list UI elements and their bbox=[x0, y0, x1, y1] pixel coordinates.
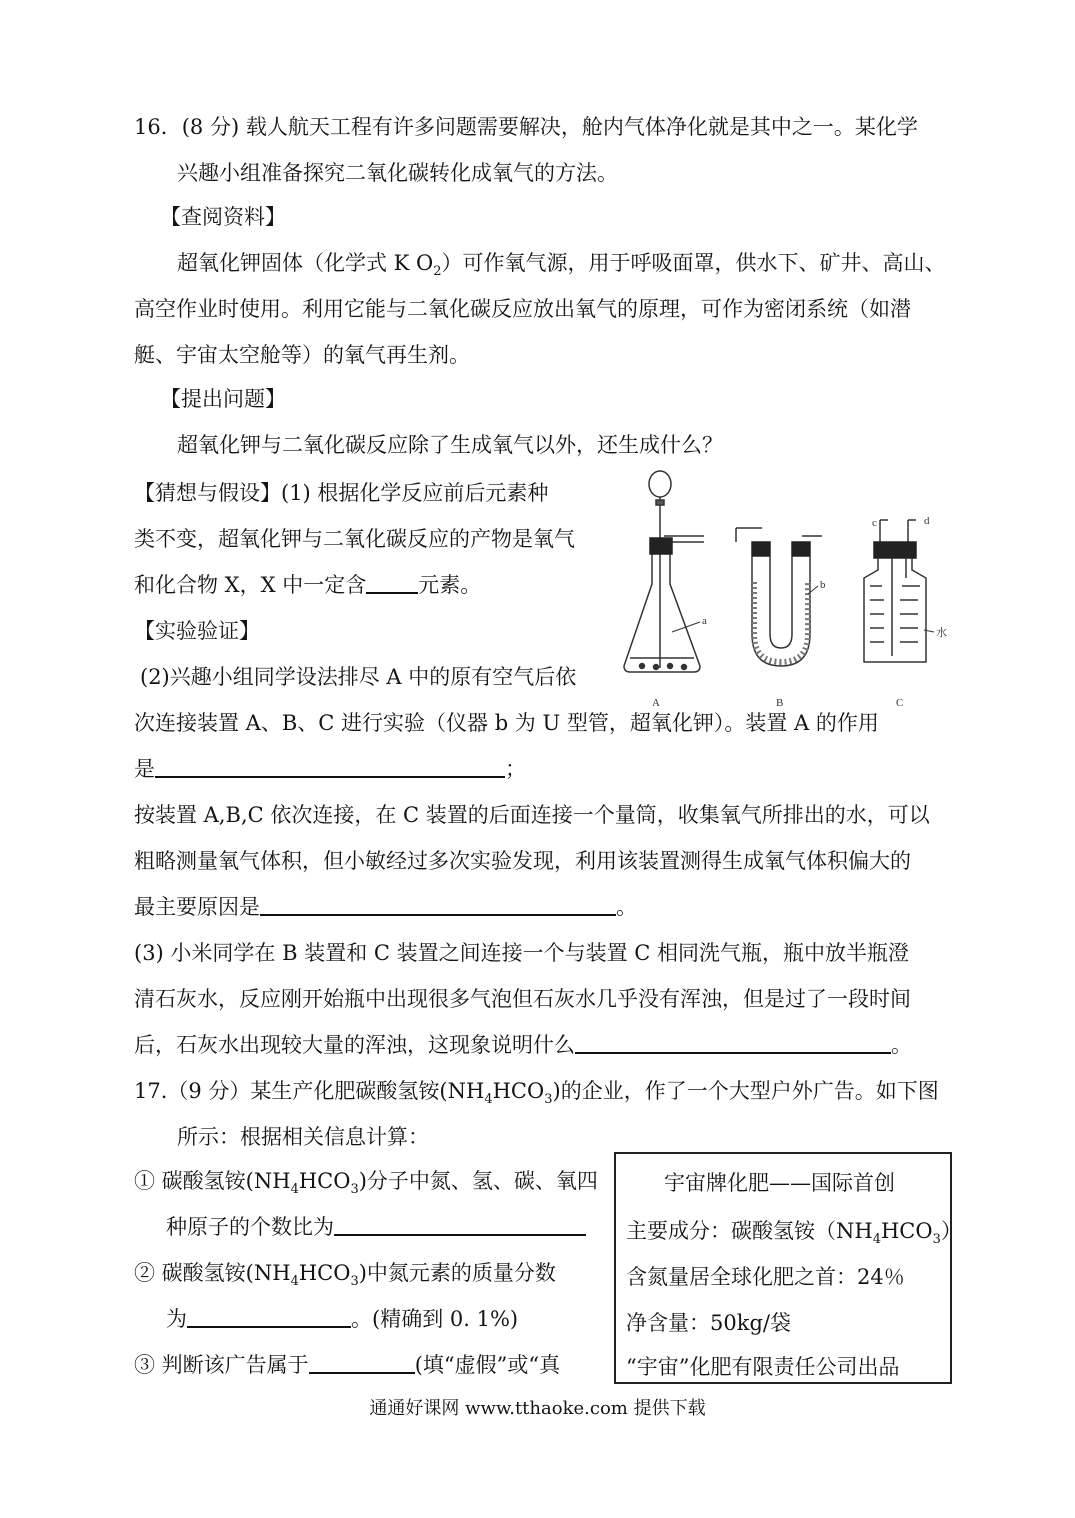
page-footer: 通通好课网 www.tthaoke.com 提供下载 bbox=[369, 1398, 706, 1419]
q17-line-2: 所示：根据相关信息计算： bbox=[177, 1125, 429, 1149]
answer-blank-reason[interactable] bbox=[260, 892, 616, 916]
hypothesis-text-a: 和化合物 X，X 中一定含 bbox=[134, 573, 367, 597]
label-C: C bbox=[896, 697, 904, 709]
label-d: d bbox=[924, 515, 930, 527]
item2-line-2 bbox=[166, 1304, 518, 1334]
q17-line-1 bbox=[134, 1076, 939, 1115]
experiment-line-5: 粗略测量氧气体积，但小敏经过多次实验发现，利用该装置测得生成氧气体积偏大的 bbox=[134, 849, 911, 873]
ad-maker: “宇宙”化肥有限责任公司出品 bbox=[626, 1355, 900, 1379]
answer-blank-purpose[interactable] bbox=[155, 754, 505, 778]
q17-text-a: 17.（9 分）某生产化肥碳酸氢铵(NH bbox=[134, 1079, 485, 1103]
item3-text-a: ③ 判断该广告属于 bbox=[134, 1353, 309, 1377]
experiment-line-2: 次连接装置 A、B、C 进行实验（仪器 b 为 U 型管，超氧化钾）。装置 A 的作用 bbox=[134, 711, 879, 735]
ad-nitrogen: 含氮量居全球化肥之首：24％ bbox=[626, 1265, 905, 1289]
item2-text-c: )中氮元素的质量分数 bbox=[358, 1261, 556, 1285]
q17-text-b: HCO bbox=[492, 1079, 545, 1103]
item2-line-1 bbox=[134, 1258, 556, 1297]
reference-text-a: 超氧化钾固体（化学式 K O bbox=[177, 251, 434, 275]
ad-comp-sub-1: 4 bbox=[872, 1232, 881, 1248]
hypothesis-line-3 bbox=[134, 570, 481, 600]
item1-line-2 bbox=[166, 1212, 586, 1242]
apparatus-b bbox=[736, 528, 822, 666]
answer-blank-element[interactable] bbox=[366, 570, 418, 594]
label-water: 水 bbox=[936, 627, 947, 639]
item2-text-e: 。(精确到 0. 1%) bbox=[351, 1307, 519, 1331]
apparatus-c bbox=[864, 520, 934, 662]
item2-sub-1: 4 bbox=[290, 1274, 299, 1290]
q17-text-c: )的企业，作了一个大型户外广告。如下图 bbox=[552, 1079, 939, 1103]
apparatus-a bbox=[624, 471, 704, 672]
experiment-text-d: 。 bbox=[616, 895, 637, 919]
item1-text-b: HCO bbox=[298, 1169, 351, 1193]
item2-text-d: 为 bbox=[166, 1307, 187, 1331]
answer-blank-ratio[interactable] bbox=[334, 1212, 586, 1236]
item2-text-a: ② 碳酸氢铵(NH bbox=[134, 1261, 291, 1285]
reference-subscript: 2 bbox=[433, 264, 442, 280]
heading-reference: 【查阅资料】 bbox=[160, 205, 286, 229]
experiment-line-1: (2)兴趣小组同学设法排尽 A 中的原有空气后依 bbox=[140, 665, 577, 689]
experiment-text-a: 是 bbox=[134, 757, 155, 781]
heading-experiment: 【实验验证】 bbox=[134, 619, 260, 643]
q17-sub-1: 4 bbox=[484, 1092, 493, 1108]
question-text: 超氧化钾与二氧化碳反应除了生成氧气以外，还生成什么？ bbox=[177, 433, 723, 457]
label-a: a bbox=[702, 615, 707, 627]
item1-text-d: 种原子的个数比为 bbox=[166, 1215, 334, 1239]
part3-text-a: 后，石灰水出现较大量的浑浊，这现象说明什么 bbox=[134, 1033, 575, 1057]
q17-sub-2: 3 bbox=[544, 1092, 553, 1108]
hypothesis-text-b: 元素。 bbox=[418, 573, 482, 597]
answer-blank-mass-fraction[interactable] bbox=[187, 1304, 351, 1328]
experiment-line-6 bbox=[134, 892, 637, 922]
item1-sub-1: 4 bbox=[290, 1182, 299, 1198]
ad-composition bbox=[626, 1216, 962, 1255]
part3-line-3 bbox=[134, 1030, 912, 1060]
reference-line-3: 艇、宇宙太空舱等）的氧气再生剂。 bbox=[134, 343, 470, 367]
part3-line-1: (3) 小米同学在 B 装置和 C 装置之间连接一个与装置 C 相同洗气瓶，瓶中放半瓶澄 bbox=[134, 941, 910, 965]
item1-text-a: ① 碳酸氢铵(NH bbox=[134, 1169, 291, 1193]
advertisement-box bbox=[614, 1152, 962, 1384]
hypothesis-line-2: 类不变，超氧化钾与二氧化碳反应的产物是氧气 bbox=[134, 527, 575, 551]
label-B: B bbox=[776, 697, 784, 709]
label-A: A bbox=[652, 697, 660, 709]
item3-line-1 bbox=[134, 1350, 560, 1380]
answer-blank-phenomenon[interactable] bbox=[575, 1030, 891, 1054]
item3-text-b: (填“虚假”或“真 bbox=[414, 1353, 561, 1377]
ad-net-content: 净含量：50kg/袋 bbox=[626, 1311, 791, 1335]
label-c: c bbox=[872, 517, 877, 529]
item1-sub-2: 3 bbox=[350, 1182, 359, 1198]
label-b: b bbox=[820, 579, 826, 591]
reference-line-2: 高空作业时使用。利用它能与二氧化碳反应放出氧气的原理，可作为密闭系统（如潜 bbox=[134, 297, 911, 321]
apparatus-diagram bbox=[612, 466, 952, 718]
ad-comp-text-c: ） bbox=[940, 1219, 962, 1243]
hypothesis-line-1: 【猜想与假设】(1) 根据化学反应前后元素种 bbox=[134, 481, 549, 505]
answer-blank-judgement[interactable] bbox=[309, 1350, 415, 1374]
part3-text-b: 。 bbox=[891, 1033, 912, 1057]
experiment-line-4: 按装置 A,B,C 依次连接，在 C 装置的后面连接一个量筒，收集氧气所排出的水，可以 bbox=[134, 803, 930, 827]
ad-comp-text-a: 主要成分：碳酸氢铵（NH bbox=[626, 1219, 873, 1243]
item1-line-1 bbox=[134, 1166, 598, 1205]
item2-sub-2: 3 bbox=[350, 1274, 359, 1290]
item1-text-c: )分子中氮、氢、碳、氧四 bbox=[358, 1169, 598, 1193]
ad-comp-sub-2: 3 bbox=[932, 1232, 941, 1248]
heading-question: 【提出问题】 bbox=[160, 387, 286, 411]
experiment-line-3 bbox=[134, 754, 526, 784]
q16-line-1: 16．(8 分) 载人航天工程有许多问题需要解决，舱内气体净化就是其中之一。某化学 bbox=[134, 115, 918, 139]
reference-line-1 bbox=[177, 248, 946, 287]
ad-comp-text-b: HCO bbox=[880, 1219, 933, 1243]
part3-line-2: 清石灰水，反应刚开始瓶中出现很多气泡但石灰水几乎没有浑浊，但是过了一段时间 bbox=[134, 987, 911, 1011]
ad-title: 宇宙牌化肥——国际首创 bbox=[664, 1171, 895, 1195]
experiment-text-b: ； bbox=[505, 757, 526, 781]
item2-text-b: HCO bbox=[298, 1261, 351, 1285]
q16-line-2: 兴趣小组准备探究二氧化碳转化成氧气的方法。 bbox=[177, 161, 618, 185]
experiment-text-c: 最主要原因是 bbox=[134, 895, 260, 919]
reference-text-b: ）可作氧气源，用于呼吸面罩，供水下、矿井、高山、 bbox=[441, 251, 946, 275]
